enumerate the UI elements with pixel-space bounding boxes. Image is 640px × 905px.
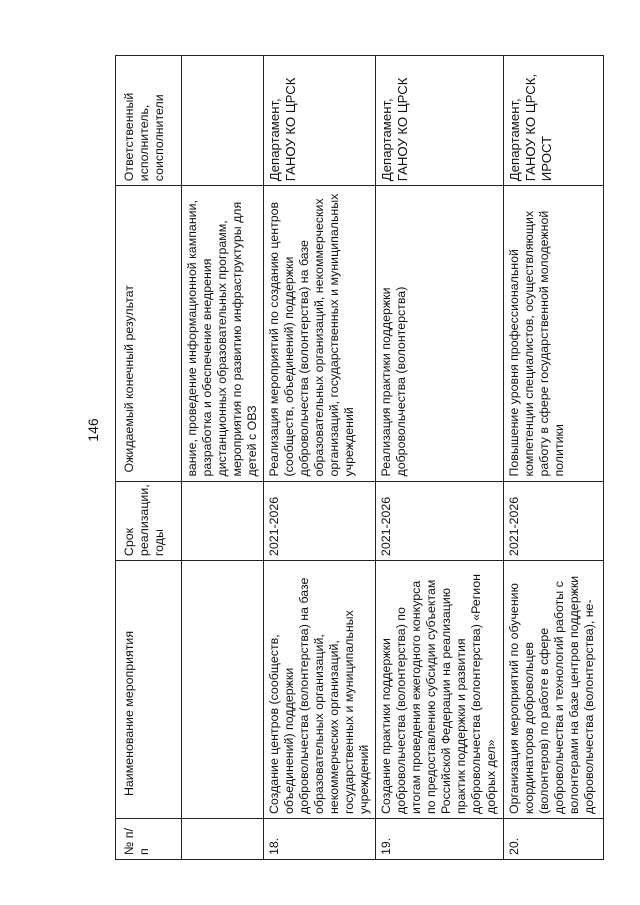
row-name: Создание центров (сообществ, объединений) поддержки добровольчества (волонтерства) на базе образовательных организаций, некоммерческих организаций, государственных и муниципальных учреждений	[264, 561, 376, 819]
row-name: Создание практики поддержки добровольчества (волонтерства) по итогам проведения ежегодного конкурса по предоставлению субсидии субъектам Российской Федерации на реализацию практик поддержки и развития добровольчества (волонтерства) «Регион добрых дел»	[376, 561, 504, 819]
header-num: № п/п	[116, 819, 182, 860]
row-responsible: Департамент, ГАНОУ КО ЦРСК	[376, 56, 504, 186]
table-row	[264, 56, 376, 860]
row-result: Реализация мероприятий по созданию центров (сообществ, объединений) поддержки добровольчества (волонтерства) на базе образовательных организаций, некоммерческих организаций, государственных и муниципальных учреждений	[264, 186, 376, 481]
row-term: 2021-2026	[376, 481, 504, 561]
rotated-content	[85, 0, 625, 860]
table-header-row	[116, 56, 182, 860]
table-row	[182, 56, 264, 860]
row-term	[182, 481, 264, 561]
row-term: 2021-2026	[264, 481, 376, 561]
row-responsible	[182, 56, 264, 186]
table-row	[504, 56, 604, 860]
header-result: Ожидаемый конечный результат	[116, 186, 182, 481]
row-num: 19.	[376, 819, 504, 860]
row-responsible: Департамент, ГАНОУ КО ЦРСК, ИРОСТ	[504, 56, 604, 186]
header-term: Срок реализации, годы	[116, 481, 182, 561]
row-name: Организация мероприятий по обучению координаторов добровольцев (волонтеров) по работе в сфере добровольчества и технологий работы с волонтерами на базе центров поддержки добровольчества (волонтерства), не-	[504, 561, 604, 819]
row-responsible: Департамент, ГАНОУ КО ЦРСК	[264, 56, 376, 186]
header-responsible: Ответственный исполнитель, соисполнители	[116, 56, 182, 186]
row-name	[182, 561, 264, 819]
row-result: Реализация практики поддержки добровольчества (волонтерства)	[376, 186, 504, 481]
row-result: вание, проведение информационной кампании, разработка и обеспечение внедрения дистанционных образовательных программ, мероприятия по развитию инфраструктуры для детей с ОВЗ	[182, 186, 264, 481]
row-num: 20.	[504, 819, 604, 860]
header-name: Наименование мероприятия	[116, 561, 182, 819]
row-term: 2021-2026	[504, 481, 604, 561]
table-row	[376, 56, 504, 860]
page-number: 146	[85, 418, 101, 442]
row-result: Повышение уровня профессиональной компетенции специалистов, осуществляющих работу в сфере государственной молодежной политики	[504, 186, 604, 481]
row-num	[182, 819, 264, 860]
measures-table	[115, 55, 604, 860]
row-num: 18.	[264, 819, 376, 860]
